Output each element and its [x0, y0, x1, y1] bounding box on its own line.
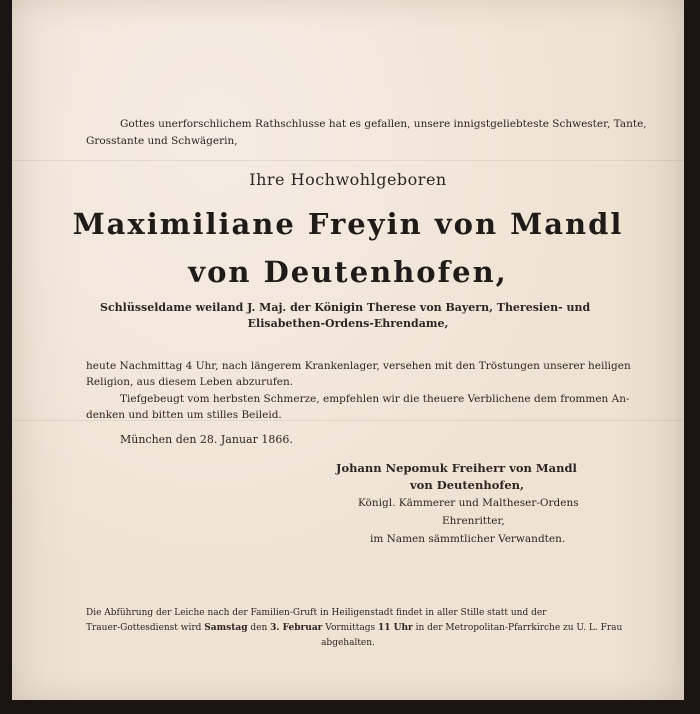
signature-line-4: Ehrenritter,	[442, 515, 505, 527]
honorific: Ihre Hochwohlgeboren	[249, 170, 447, 189]
footer-time: 11 Uhr	[377, 623, 413, 633]
deceased-name-line-2: von Deutenhofen,	[188, 255, 508, 289]
place-date: München den 28. Januar 1866.	[120, 433, 293, 446]
footer-text: in der Metropolitan-Pfarrkirche zu U. L. Frau	[412, 623, 623, 633]
signature-line-2: von Deutenhofen,	[410, 478, 525, 492]
footer-line-1: Die Abführung der Leiche nach der Familien-Gruft in Heiligenstadt findet in aller Stille statt und der	[86, 608, 547, 618]
intro-line-2: Grosstante und Schwägerin,	[86, 135, 238, 147]
signature-line-3: Königl. Kämmerer und Maltheser-Ordens	[358, 497, 579, 509]
footer-line-2	[86, 621, 622, 635]
signature-line-1: Johann Nepomuk Freiherr von Mandl	[336, 461, 577, 475]
footer-day: Samstag	[204, 623, 248, 633]
footer-text: Trauer-Gottesdienst wird	[86, 623, 205, 633]
obituary-sheet	[12, 0, 684, 700]
title-line-1: Schlüsseldame weiland J. Maj. der Königin Therese von Bayern, Theresien- und	[100, 301, 591, 314]
body-line-3: Tiefgebeugt vom herbsten Schmerze, empfehlen wir die theuere Verblichene dem frommen An-	[120, 393, 630, 405]
footer-text: Vormittags	[322, 623, 378, 633]
title-line-2: Elisabethen-Ordens-Ehrendame,	[247, 317, 449, 330]
body-line-1: heute Nachmittag 4 Uhr, nach längerem Krankenlager, versehen mit den Tröstungen unserer heiligen	[86, 360, 631, 372]
footer-date: 3. Februar	[270, 623, 323, 633]
body-line-4: denken und bitten um stilles Beileid.	[86, 409, 282, 421]
body-line-2: Religion, aus diesem Leben abzurufen.	[86, 376, 294, 388]
signature-line-5: im Namen sämmtlicher Verwandten.	[370, 533, 566, 545]
footer-text: den	[247, 623, 271, 633]
intro-line-1: Gottes unerforschlichem Rathschlusse hat es gefallen, unsere innigstgeliebteste Schwester, Tante,	[120, 118, 647, 130]
paper-fold	[12, 160, 684, 161]
footer-line-3: abgehalten.	[321, 638, 375, 648]
deceased-name-line-1: Maximiliane Freyin von Mandl	[72, 207, 624, 241]
